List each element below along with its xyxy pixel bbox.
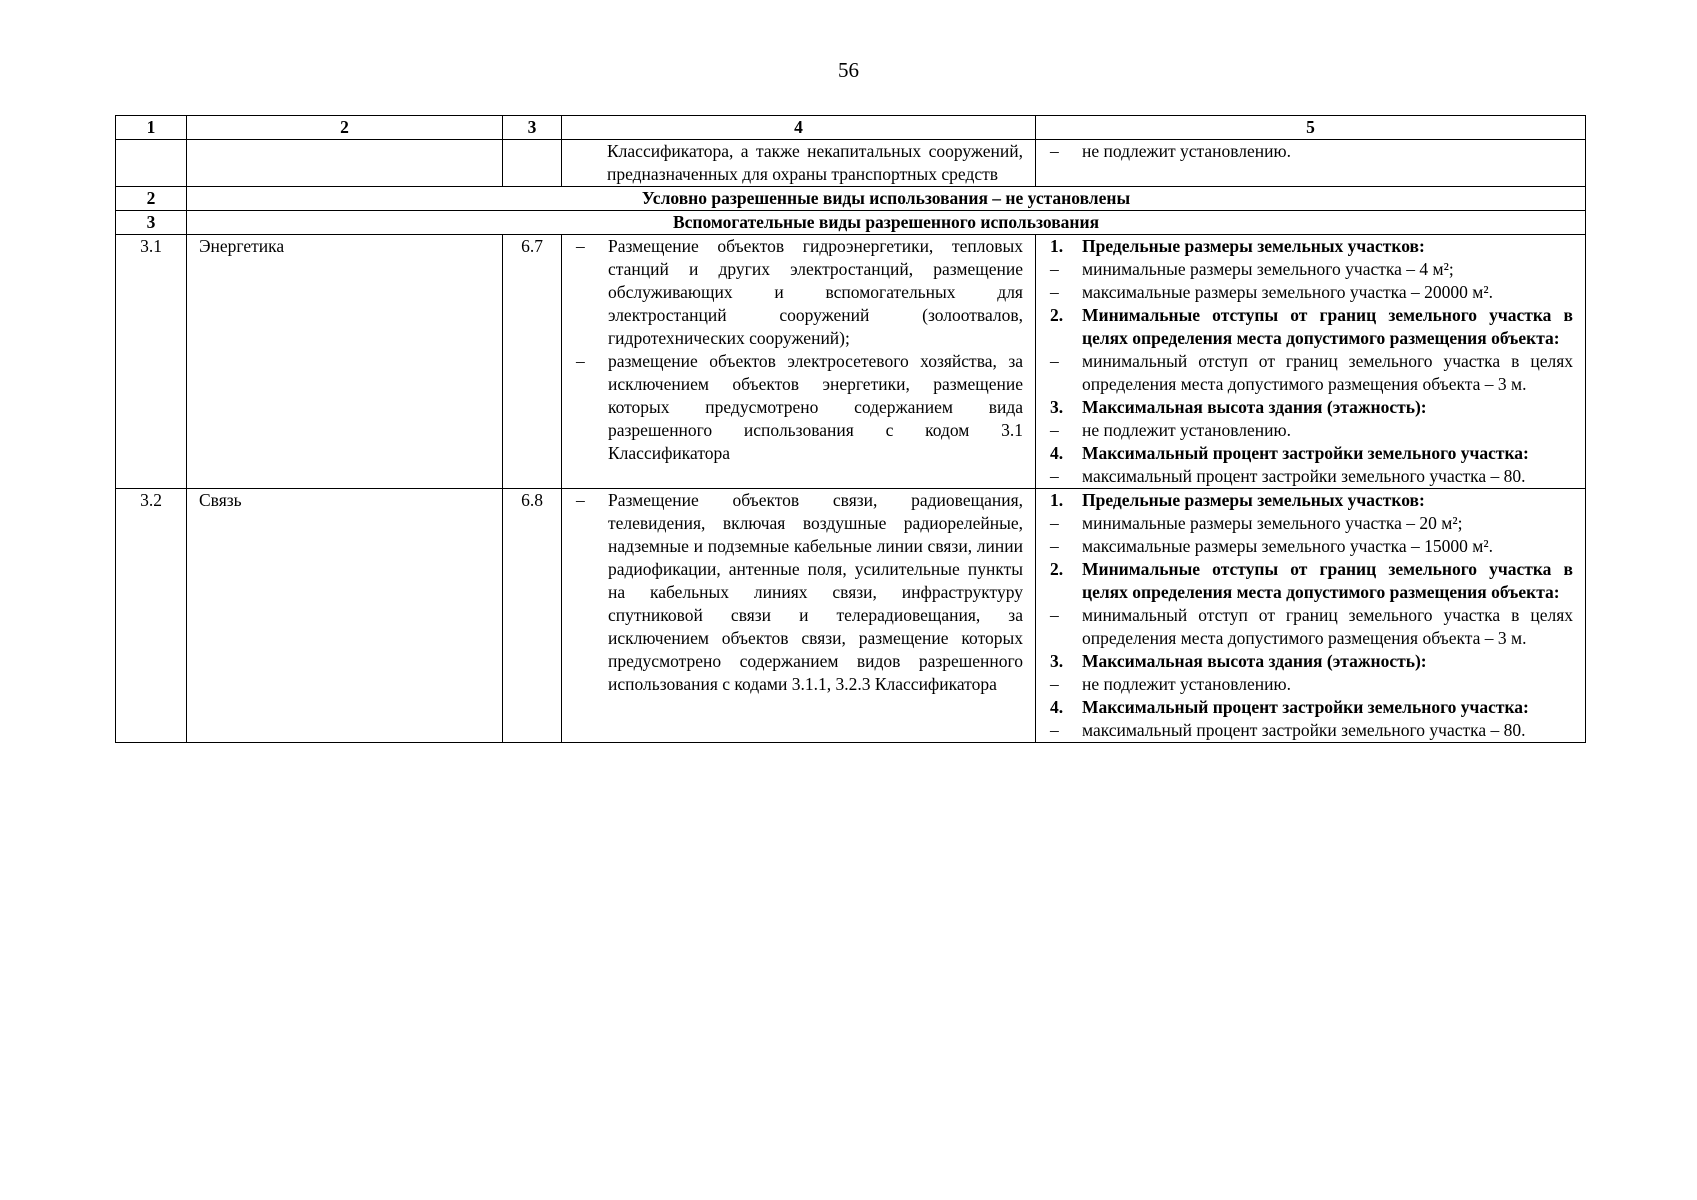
list-item: – не подлежит установлению. xyxy=(1050,141,1291,161)
list-item: 4. Максимальный процент застройки земельного участка: xyxy=(1050,697,1529,717)
regulations-table xyxy=(115,115,1586,743)
list-item: – минимальные размеры земельного участка – 4 м²; xyxy=(1050,259,1454,279)
list-item: 1. Предельные размеры земельных участков: xyxy=(1050,236,1425,256)
row-requirements xyxy=(1036,489,1586,743)
section-title: Условно разрешенные виды использования – не установлены xyxy=(187,187,1586,211)
row-code: 6.8 xyxy=(503,489,562,743)
row-description xyxy=(562,235,1036,489)
list-item: – Размещение объектов гидроэнергетики, тепловых станций и других электростанций, размещение обслуживающих и вспомогательных для электростанций сооружений (золоотвалов, гидротехнических сооружений); xyxy=(576,236,1023,348)
continuation-requirements xyxy=(1036,140,1586,187)
list-item: – минимальные размеры земельного участка – 20 м²; xyxy=(1050,513,1463,533)
list-item: – максимальные размеры земельного участка – 20000 м². xyxy=(1050,282,1493,302)
list-item: – максимальный процент застройки земельного участка – 80. xyxy=(1050,720,1526,740)
section-number: 2 xyxy=(116,187,187,211)
list-item: 4. Максимальный процент застройки земельного участка: xyxy=(1050,443,1529,463)
continuation-row xyxy=(116,140,1586,187)
section-row-3 xyxy=(116,211,1586,235)
list-item: 1. Предельные размеры земельных участков: xyxy=(1050,490,1425,510)
list-item: 2. Минимальные отступы от границ земельного участка в целях определения места допустимого размещения объекта: xyxy=(1050,305,1573,348)
list-item: 2. Минимальные отступы от границ земельного участка в целях определения места допустимого размещения объекта: xyxy=(1050,559,1573,602)
list-item: – размещение объектов электросетевого хозяйства, за исключением объектов энергетики, размещение которых предусмотрено содержанием вида разрешенного использования с кодом 3.1 Классификатора xyxy=(576,351,1023,463)
section-title: Вспомогательные виды разрешенного использования xyxy=(187,211,1586,235)
list-item: – минимальный отступ от границ земельного участка в целях определения места допустимого размещения объекта – 3 м. xyxy=(1050,351,1573,394)
section-number: 3 xyxy=(116,211,187,235)
col-header-2: 2 xyxy=(187,116,503,140)
list-item: – минимальный отступ от границ земельного участка в целях определения места допустимого размещения объекта – 3 м. xyxy=(1050,605,1573,648)
col-header-3: 3 xyxy=(503,116,562,140)
row-code: 6.7 xyxy=(503,235,562,489)
row-name: Энергетика xyxy=(187,235,503,489)
list-item: 3. Максимальная высота здания (этажность): xyxy=(1050,397,1427,417)
col-header-5: 5 xyxy=(1036,116,1586,140)
list-item: – Размещение объектов связи, радиовещания, телевидения, включая воздушные радиорелейные, надземные и подземные кабельные линии связи, линии радиофикации, антенные поля, усилительные пункты на кабельных линиях связи, инфраструктуру спутниковой связи и телерадиовещания, за исключением объектов связи, размещение которых предусмотрено содержанием видов разрешенного использования с кодами 3.1.1, 3.2.3 Классификатора xyxy=(576,490,1023,694)
list-item: – максимальные размеры земельного участка – 15000 м². xyxy=(1050,536,1493,556)
table-row xyxy=(116,489,1586,743)
row-number: 3.2 xyxy=(116,489,187,743)
row-number: 3.1 xyxy=(116,235,187,489)
continuation-description: Классификатора, а также некапитальных сооружений, предназначенных для охраны транспортных средств xyxy=(562,140,1036,187)
table-row xyxy=(116,235,1586,489)
list-item: – максимальный процент застройки земельного участка – 80. xyxy=(1050,466,1526,486)
list-item: 3. Максимальная высота здания (этажность): xyxy=(1050,651,1427,671)
page-number: 56 xyxy=(838,58,859,82)
list-item: – не подлежит установлению. xyxy=(1050,420,1291,440)
table-header-row xyxy=(116,116,1586,140)
col-header-1: 1 xyxy=(116,116,187,140)
row-requirements xyxy=(1036,235,1586,489)
row-name: Связь xyxy=(187,489,503,743)
col-header-4: 4 xyxy=(562,116,1036,140)
row-description xyxy=(562,489,1036,743)
section-row-2 xyxy=(116,187,1586,211)
list-item: – не подлежит установлению. xyxy=(1050,674,1291,694)
